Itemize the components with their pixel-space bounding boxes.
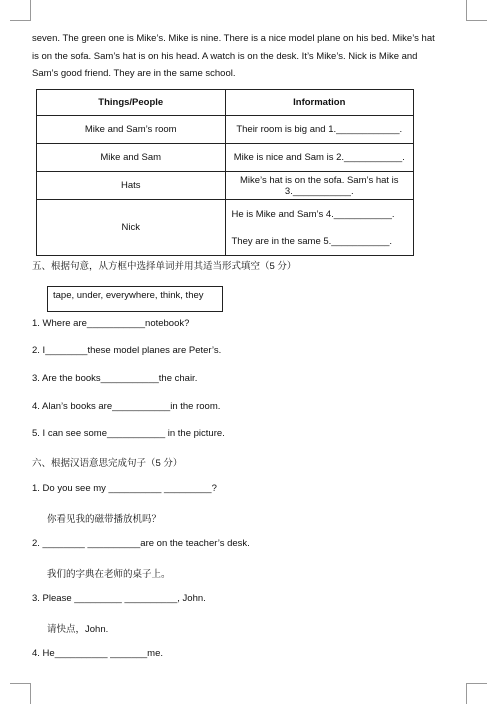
- table-header: Information: [225, 90, 414, 116]
- chinese-hint: 请快点，John.: [47, 624, 109, 635]
- question: 3. Are the books___________the chair.: [32, 373, 198, 384]
- chinese-hint: 我们的字典在老师的桌子上。: [47, 569, 171, 580]
- table-cell: Mike and Sam’s room: [37, 116, 226, 144]
- question: 3. Please _________ __________, John.: [32, 593, 206, 604]
- question: 4. Alan’s books are___________in the room.: [32, 401, 221, 412]
- table-cell: Mike’s hat is on the sofa. Sam’s hat is 3.___________.: [225, 172, 414, 200]
- word-box: tape, under, everywhere, think, they: [47, 286, 223, 312]
- table-header: Things/People: [37, 90, 226, 116]
- table-cell: Mike and Sam: [37, 144, 226, 172]
- chinese-hint: 你看见我的磁带播放机吗？: [47, 514, 162, 525]
- table-cell: He is Mike and Sam’s 4.___________. They are in the same 5.___________.: [225, 200, 414, 256]
- question: 1. Do you see my __________ _________?: [32, 483, 217, 494]
- table-header-row: [37, 90, 414, 116]
- question: 1. Where are___________notebook?: [32, 318, 190, 329]
- crop-mark-top-right: [466, 0, 487, 21]
- section-title: 五、根据句意，从方框中选择单词并用其适当形式填空（5 分）: [32, 261, 297, 272]
- table-row: [37, 144, 414, 172]
- crop-mark-bottom-right: [466, 683, 487, 704]
- table-row: [37, 172, 414, 200]
- crop-mark-top-left: [10, 0, 31, 21]
- table-cell: Hats: [37, 172, 226, 200]
- table-cell: Their room is big and 1.____________.: [225, 116, 414, 144]
- info-table: [36, 89, 414, 256]
- table-cell: Mike is nice and Sam is 2.___________.: [225, 144, 414, 172]
- crop-mark-bottom-left: [10, 683, 31, 704]
- table-row: [37, 200, 414, 256]
- section-title: 六、根据汉语意思完成句子（5 分）: [32, 458, 183, 469]
- question: 5. I can see some___________ in the picture.: [32, 428, 225, 439]
- reading-passage: [32, 30, 468, 83]
- passage-line: seven. The green one is Mike’s. Mike is nine. There is a nice model plane on his bed. Mike’s hat: [32, 33, 435, 44]
- table-row: [37, 116, 414, 144]
- question: 4. He__________ _______me.: [32, 648, 164, 659]
- passage-line: is on the sofa. Sam’s hat is on his head. A watch is on the desk. It’s Mike’s. Nick is Mike and: [32, 50, 418, 62]
- question: 2. ________ __________are on the teacher’s desk.: [32, 538, 250, 549]
- question: 2. I________these model planes are Peter’s.: [32, 345, 222, 356]
- passage-line: Sam’s good friend. They are in the same school.: [32, 68, 236, 79]
- table-cell: Nick: [37, 200, 226, 256]
